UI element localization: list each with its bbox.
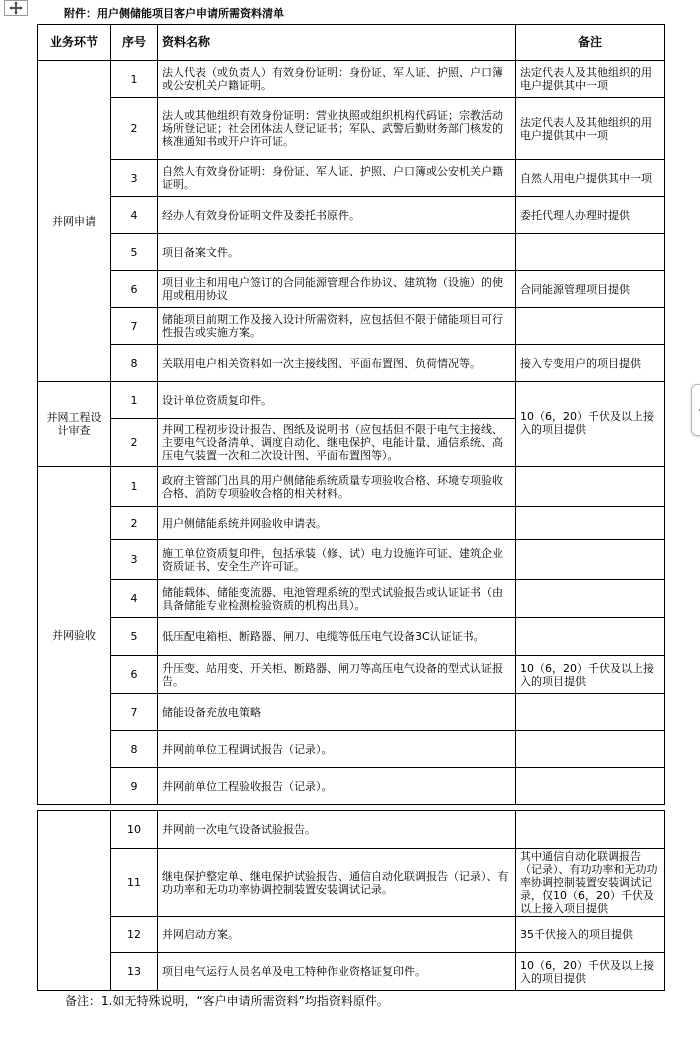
- row-number: 7: [111, 694, 158, 731]
- requirements-table-continued: [37, 810, 665, 991]
- table-row: [38, 160, 665, 197]
- row-number: 5: [111, 234, 158, 271]
- row-number: 8: [111, 345, 158, 382]
- note-cell: 合同能源管理项目提供: [516, 271, 665, 308]
- note-cell: [516, 731, 665, 768]
- requirements-table: [37, 24, 665, 805]
- header-stage: 业务环节: [38, 25, 111, 61]
- row-number: 6: [111, 271, 158, 308]
- table-row: [38, 345, 665, 382]
- table-row: [38, 61, 665, 98]
- row-number: 13: [111, 953, 158, 991]
- table-row: [38, 656, 665, 694]
- table-move-handle[interactable]: [4, 0, 28, 16]
- material-name: 并网前单位工程调试报告（记录）。: [158, 731, 516, 768]
- note-cell: 委托代理人办理时提供: [516, 197, 665, 234]
- row-number: 3: [111, 160, 158, 197]
- table-row: [38, 308, 665, 345]
- add-button[interactable]: [691, 384, 700, 436]
- stage-cell: 并网工程设计审查: [38, 382, 111, 467]
- row-number: 6: [111, 656, 158, 694]
- table-row: [38, 98, 665, 160]
- note-cell: [516, 580, 665, 618]
- row-number: 4: [111, 580, 158, 618]
- row-number: 7: [111, 308, 158, 345]
- note-cell: [516, 467, 665, 507]
- row-number: 9: [111, 768, 158, 805]
- note-cell: 35千伏接入的项目提供: [516, 917, 665, 953]
- note-cell: 10（6，20）千伏及以上接入的项目提供: [516, 953, 665, 991]
- material-name: 低压配电箱柜、断路器、闸刀、电缆等低压电气设备3C认证证书。: [158, 618, 516, 656]
- table-row: [38, 768, 665, 805]
- row-number: 10: [111, 811, 158, 849]
- note-cell: [516, 507, 665, 540]
- note-cell: [516, 618, 665, 656]
- material-name: 自然人有效身份证明：身份证、军人证、护照、户口簿或公安机关户籍证明。: [158, 160, 516, 197]
- row-number: 1: [111, 61, 158, 98]
- material-name: 储能载体、储能变流器、电池管理系统的型式试验报告或认证证书（由具备储能专业检测检验资质的机构出具）。: [158, 580, 516, 618]
- table-row: [38, 953, 665, 991]
- material-name: 并网前一次电气设备试验报告。: [158, 811, 516, 849]
- note-cell: 接入专变用户的项目提供: [516, 345, 665, 382]
- row-number: 5: [111, 618, 158, 656]
- material-name: 项目备案文件。: [158, 234, 516, 271]
- material-name: 储能设备充放电策略: [158, 694, 516, 731]
- row-number: 1: [111, 382, 158, 419]
- table-row: [38, 540, 665, 580]
- note-cell: [516, 540, 665, 580]
- material-name: 法人或其他组织有效身份证明：营业执照或组织机构代码证；宗教活动场所登记证；社会团体法人登记证书；军队、武警后勤财务部门核发的核准通知书或开户许可证。: [158, 98, 516, 160]
- material-name: 项目电气运行人员名单及电工特种作业资格证复印件。: [158, 953, 516, 991]
- table-row: [38, 849, 665, 917]
- stage-cell: 并网申请: [38, 61, 111, 382]
- move-icon: [9, 1, 23, 15]
- table-row: [38, 271, 665, 308]
- table-row: [38, 731, 665, 768]
- note-cell: [516, 308, 665, 345]
- table-row: [38, 467, 665, 507]
- stage-cell-continued: [38, 811, 111, 991]
- table-row: [38, 382, 665, 419]
- header-note: 备注: [516, 25, 665, 61]
- note-cell: 10（6，20）千伏及以上接入的项目提供: [516, 382, 665, 467]
- row-number: 4: [111, 197, 158, 234]
- note-cell: 法定代表人及其他组织的用电户提供其中一项: [516, 98, 665, 160]
- material-name: 关联用电户相关资料如一次主接线图、平面布置图、负荷情况等。: [158, 345, 516, 382]
- material-name: 法人代表（或负责人）有效身份证明：身份证、军人证、护照、户口簿或公安机关户籍证明。: [158, 61, 516, 98]
- table-row: [38, 580, 665, 618]
- material-name: 并网启动方案。: [158, 917, 516, 953]
- note-cell: [516, 768, 665, 805]
- table-row: [38, 694, 665, 731]
- note-cell: [516, 811, 665, 849]
- stage-cell: 并网验收: [38, 467, 111, 805]
- row-number: 3: [111, 540, 158, 580]
- row-number: 2: [111, 419, 158, 467]
- note-cell: 其中通信自动化联调报告（记录）、有功功率和无功功率协调控制装置安装调试记录，仅10（6，20）千伏及以上接入项目提供: [516, 849, 665, 917]
- material-name: 经办人有效身份证明文件及委托书原件。: [158, 197, 516, 234]
- material-name: 并网工程初步设计报告、图纸及说明书（应包括但不限于电气主接线、主要电气设备清单、调度自动化、继电保护、电能计量、通信系统、高压电气装置一次和二次设计图、平面布置图等）。: [158, 419, 516, 467]
- table-row: [38, 618, 665, 656]
- document-title: 附件：用户侧储能项目客户申请所需资料清单: [64, 7, 284, 20]
- row-number: 1: [111, 467, 158, 507]
- material-name: 用户侧储能系统并网验收申请表。: [158, 507, 516, 540]
- row-number: 11: [111, 849, 158, 917]
- material-name: 项目业主和用电户签订的合同能源管理合作协议、建筑物（设施）的使用或租用协议: [158, 271, 516, 308]
- footnote: 备注：1.如无特殊说明，“客户申请所需资料”均指资料原件。: [65, 994, 389, 1008]
- table-row: [38, 917, 665, 953]
- row-number: 2: [111, 98, 158, 160]
- note-cell: 10（6，20）千伏及以上接入的项目提供: [516, 656, 665, 694]
- row-number: 8: [111, 731, 158, 768]
- material-name: 储能项目前期工作及接入设计所需资料，应包括但不限于储能项目可行性报告或实施方案。: [158, 308, 516, 345]
- note-cell: [516, 694, 665, 731]
- table-row: [38, 234, 665, 271]
- material-name: 施工单位资质复印件，包括承装（修、试）电力设施许可证、建筑企业资质证书、安全生产许可证。: [158, 540, 516, 580]
- row-number: 12: [111, 917, 158, 953]
- note-cell: 法定代表人及其他组织的用电户提供其中一项: [516, 61, 665, 98]
- note-cell: 自然人用电户提供其中一项: [516, 160, 665, 197]
- table-row: [38, 507, 665, 540]
- material-name: 设计单位资质复印件。: [158, 382, 516, 419]
- material-name: 政府主管部门出具的用户侧储能系统质量专项验收合格、环境专项验收合格、消防专项验收合格的相关材料。: [158, 467, 516, 507]
- material-name: 升压变、站用变、开关柜、断路器、闸刀等高压电气设备的型式认证报告。: [158, 656, 516, 694]
- note-cell: [516, 234, 665, 271]
- header-name: 资料名称: [158, 25, 516, 61]
- material-name: 并网前单位工程验收报告（记录）。: [158, 768, 516, 805]
- table-row: [38, 197, 665, 234]
- table-row: [38, 811, 665, 849]
- material-name: 继电保护整定单、继电保护试验报告、通信自动化联调报告（记录）、有功功率和无功功率协调控制装置安装调试记录。: [158, 849, 516, 917]
- row-number: 2: [111, 507, 158, 540]
- header-num: 序号: [111, 25, 158, 61]
